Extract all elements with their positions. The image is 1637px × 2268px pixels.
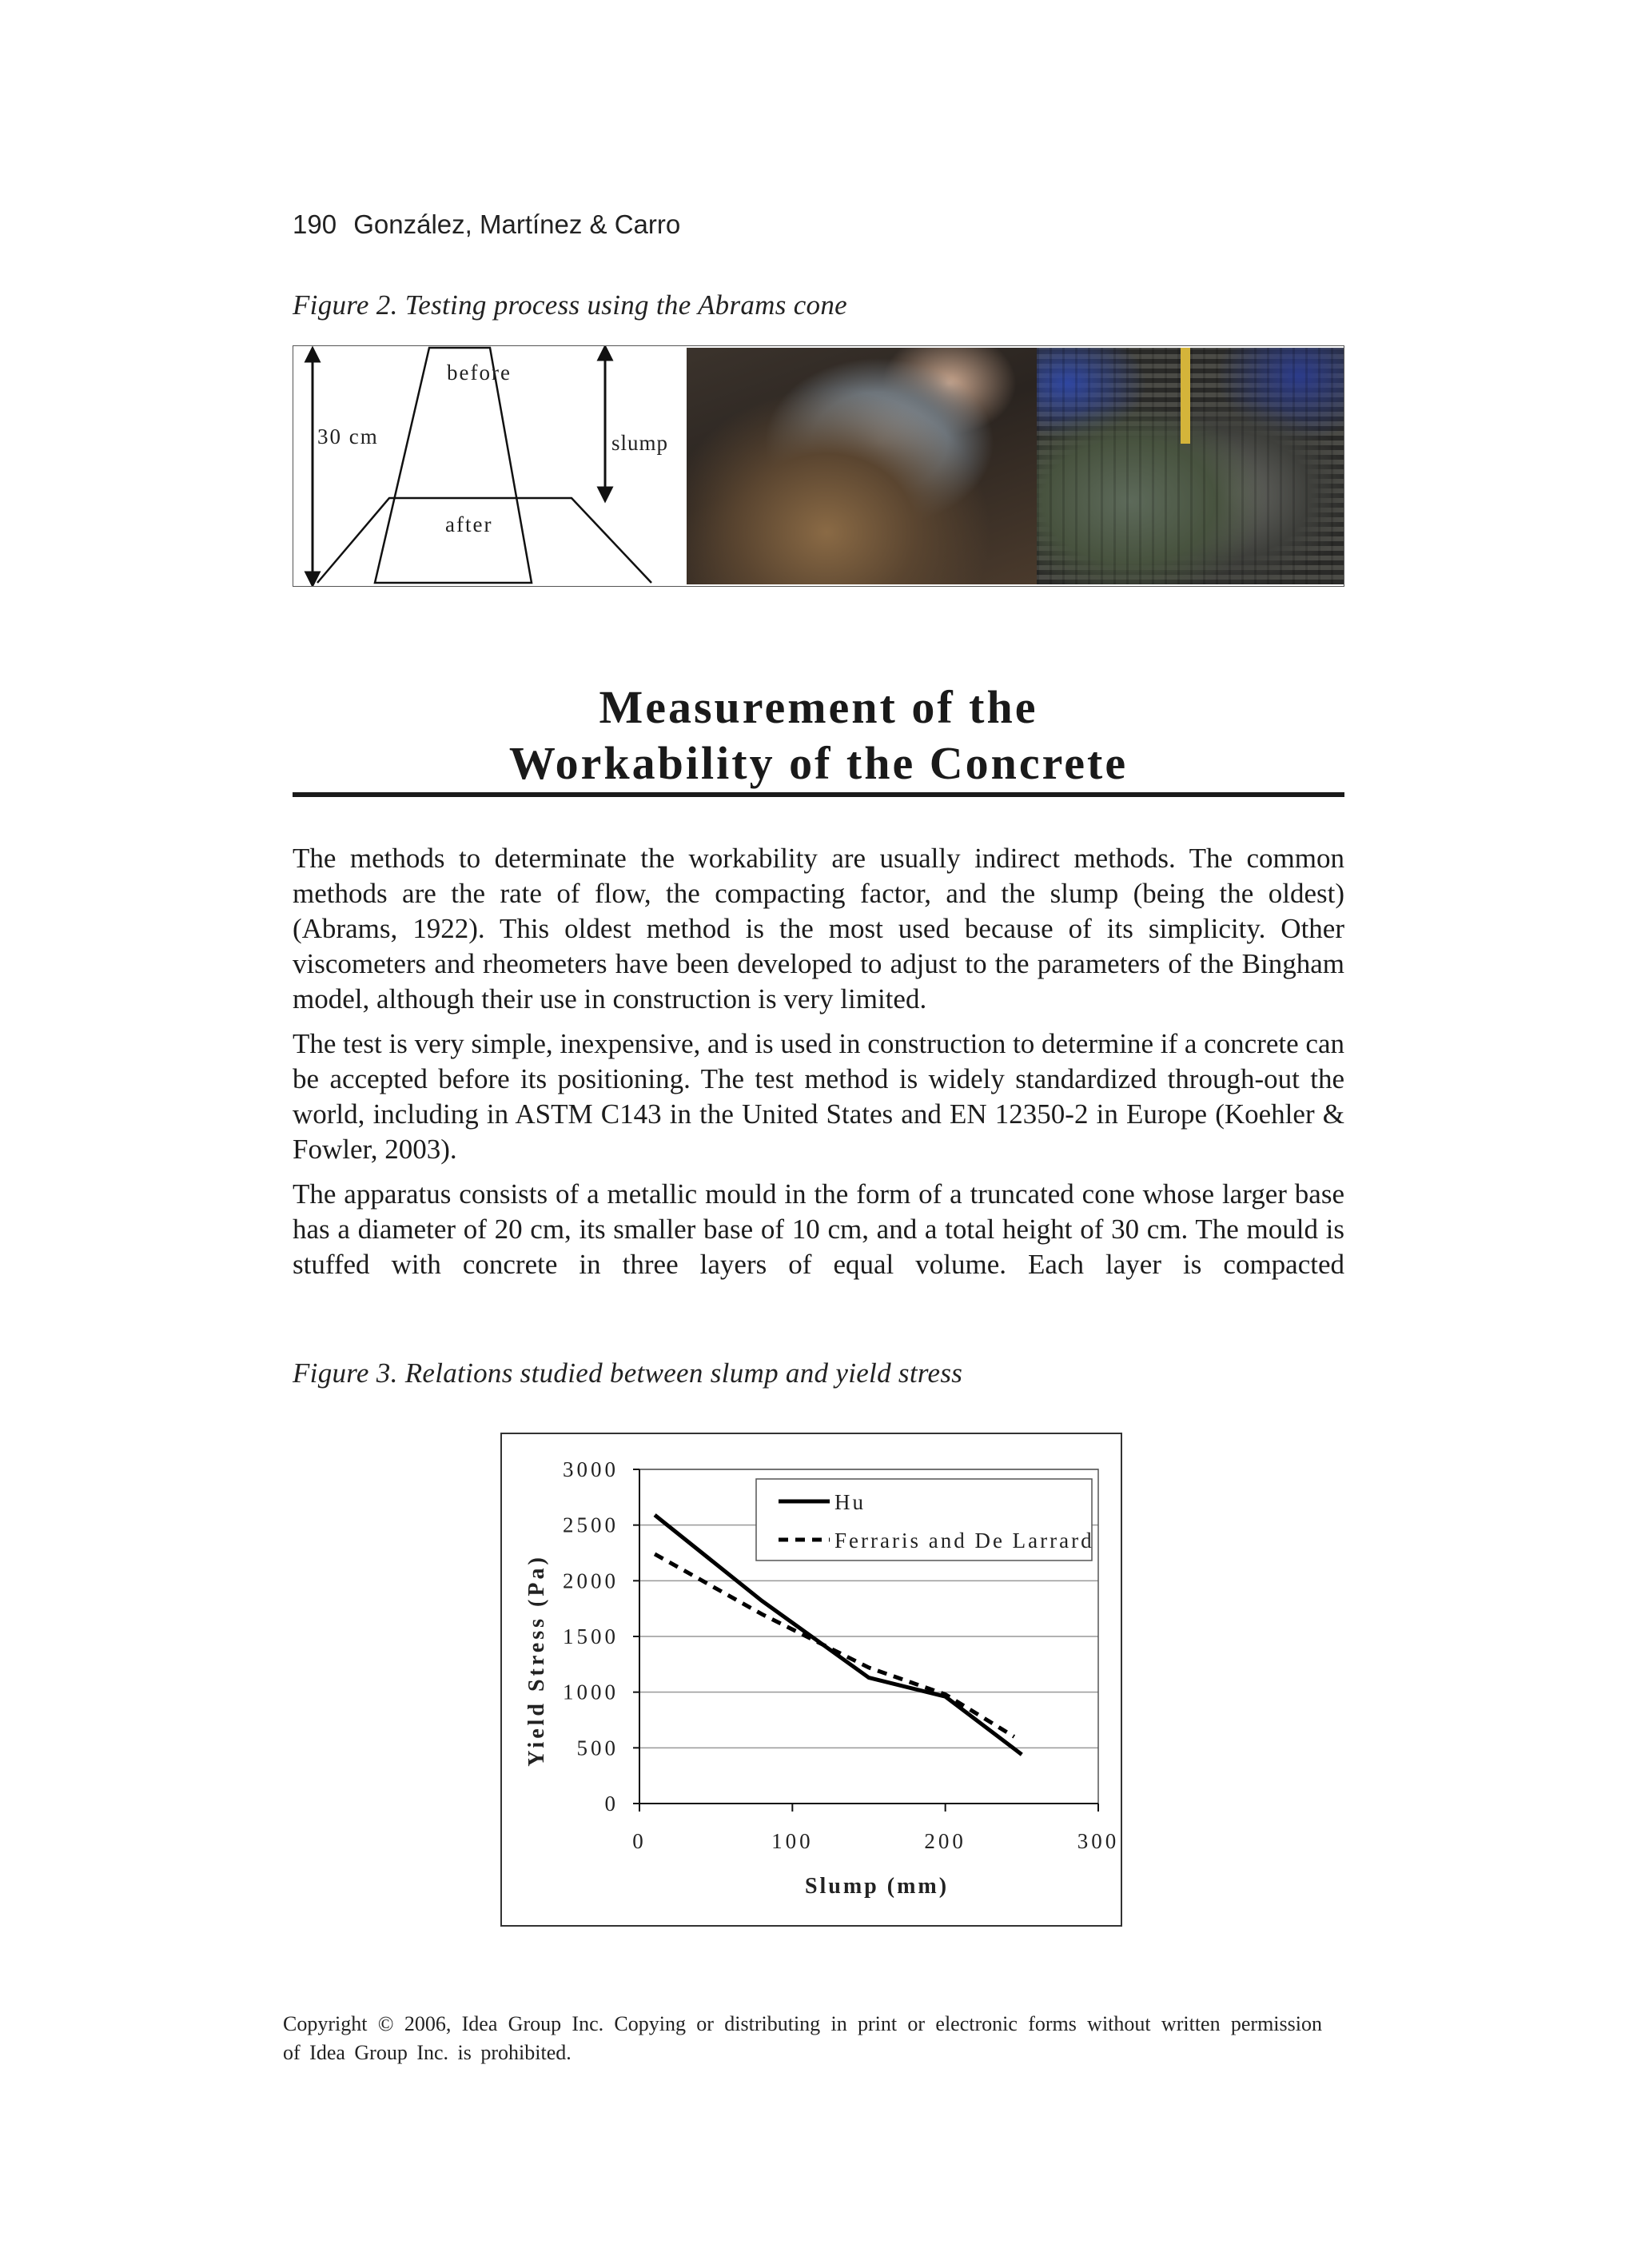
y-tick-label-500: 500 [576, 1736, 619, 1760]
slump-yield-chart [502, 1434, 1121, 1925]
label-before: before [447, 361, 512, 385]
page-number: 190 [293, 209, 337, 239]
y-tick-label-2500: 2500 [563, 1513, 619, 1537]
x-axis-label: Slump (mm) [804, 1874, 950, 1899]
x-tick-label-200: 200 [924, 1829, 966, 1853]
x-tick-label-300: 300 [1077, 1829, 1120, 1853]
label-after: after [445, 512, 493, 536]
legend-label-1: Ferraris and De Larrard [834, 1529, 1094, 1553]
paragraph-3: The apparatus consists of a metallic mould in the form of a truncated cone whose larger base has a diameter of 20 cm, its smaller base of 10 cm, and a total height of 30 cm. The mould is stuffed with concrete in three layers of equal volume. Each layer is compacted [293, 1178, 1344, 1280]
body-text [293, 841, 1344, 1292]
figure-2-caption: Figure 2. Testing process using the Abrams cone [293, 289, 847, 321]
label-height: 30 cm [317, 425, 379, 448]
title-rule [293, 792, 1344, 797]
figure-3-caption: Figure 3. Relations studied between slump and yield stress [293, 1357, 963, 1389]
legend-label-0: Hu [834, 1490, 866, 1514]
y-tick-label-3000: 3000 [563, 1457, 619, 1481]
y-tick-label-1500: 1500 [563, 1624, 619, 1648]
section-title [293, 680, 1344, 791]
running-head-authors: González, Martínez & Carro [353, 209, 681, 239]
figure-2 [293, 345, 1344, 587]
y-tick-label-2000: 2000 [563, 1568, 619, 1593]
cone-after-outline [317, 498, 651, 583]
copyright-notice: Copyright © 2006, Idea Group Inc. Copying or distributing in print or electronic forms without written permission of Idea Group Inc. is prohibited. [283, 2012, 1322, 2064]
x-tick-label-0: 0 [632, 1829, 647, 1853]
paragraph-2: The test is very simple, inexpensive, and is used in construction to determine if a concrete can be accepted before its positioning. The test method is widely standardized through-out the world, including in ASTM C143 in the United States and EN 12350-2 in Europe (Koehler & Fowler, 2003). [293, 1028, 1344, 1165]
photo-slump-measurement [1037, 348, 1344, 584]
chart-frame [500, 1433, 1122, 1927]
label-slump: slump [611, 431, 669, 455]
section-title-line-1: Measurement of the [599, 681, 1038, 733]
y-axis-label: Yield Stress (Pa) [524, 1554, 549, 1767]
running-head [293, 209, 680, 240]
y-tick-label-1000: 1000 [563, 1680, 619, 1704]
x-tick-label-100: 100 [771, 1829, 814, 1853]
y-tick-label-0: 0 [604, 1792, 619, 1816]
section-title-line-2: Workability of the Concrete [508, 737, 1129, 789]
slump-cone-diagram [293, 346, 685, 586]
paragraph-1: The methods to determinate the workability are usually indirect methods. The common methods are the rate of flow, the compacting factor, and the slump (being the oldest) (Abrams, 1922). This oldest method is the most used because of its simplicity. Other viscometers and rheometers have been developed to adjust to the parameters of the Bingham model, although their use in construction is very limited. [293, 843, 1344, 1014]
photo-cone-filling [687, 348, 1037, 584]
